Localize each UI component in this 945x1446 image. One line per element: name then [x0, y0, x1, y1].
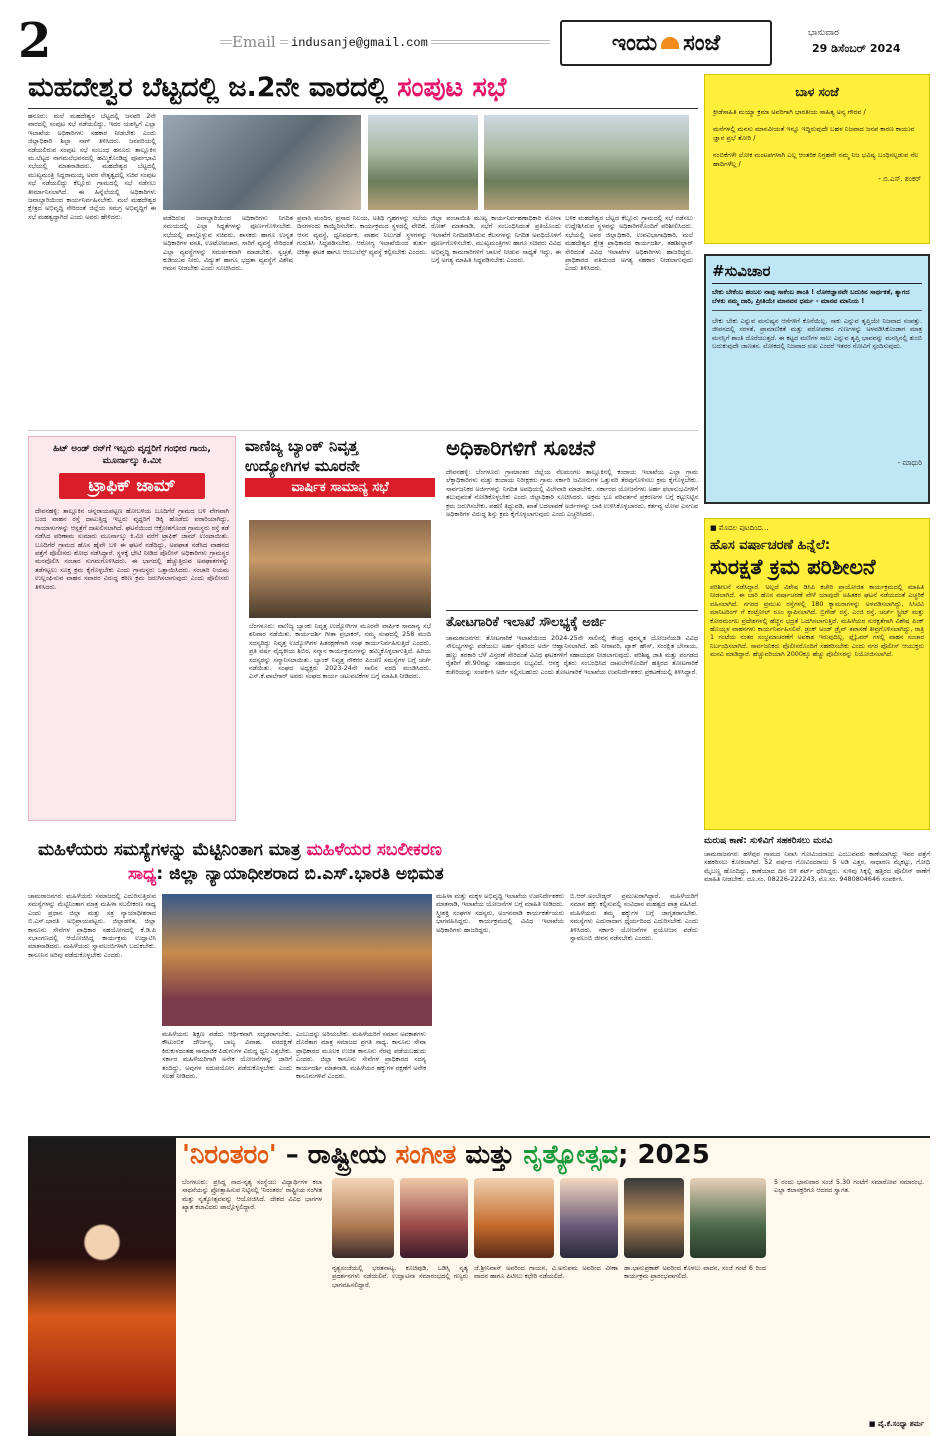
lead-col-5: ಬಳಿಕ ಮಹದೇಶ್ವರ ಬೆಟ್ಟದ ಕೆಲ್ಲೂರು ಗ್ರಾಮದಲ್ಲಿ ಸಭೆ ನಡೆಸಲು ಉದ್ದೇಶಿಸಿರುವ ಸ್ಥಳವನ್ನು ಅಧಿಕಾರಿಗಳೊಂದಿಗೆ ಪರಿಶೀಲಿಸಿದರು. ಸಭೆಯಲ್ಲಿ ಅಪರ ಜಿಲ್ಲಾಧಿಕಾರಿ, ಉಪವಿಭಾಗಾಧಿಕಾರಿ, ಮಲೆ ಮಹದೇಶ್ವರ ಕ್ಷೇತ್ರ ಪ್ರಾಧಿಕಾರದ ಕಾರ್ಯದರ್ಶಿ, ತಹಶೀಲ್ದಾರ್ ಸೇರಿದಂತೆ ವಿವಿಧ ಇಲಾಖೆಗಳ ಅಧಿಕಾರಿಗಳು ಹಾಜರಿದ್ದರು. ಪ್ರಾಧಿಕಾರದ ವತಿಯಿಂದ ಅಗತ್ಯ ಸಹಕಾರ ನೀಡಲಾಗುವುದು ಎಂದು ತಿಳಿಸಿದರು.	[565, 214, 693, 273]
poem-line-2: ಮನೆಗಳಲ್ಲಿ ಮನಸು ಮಾನವೀಯತೆ ಇನ್ನೂ ಇದ್ದಿರುವುದೇ ಬಹಳ ನಿಜವಾದ ಜನಪ ಕಾರಣ ಕಾಯುವ ಜ್ಞಾನ ಪ್ರಭೆ ತೋರಿ /	[713, 125, 915, 142]
site-visit-photo-1	[368, 115, 478, 210]
email-label: Email	[232, 33, 280, 51]
women-headline-line-1	[28, 838, 698, 862]
lead-col-3: ಪ್ರವಾಸಿ ಮಂದಿರ, ಪ್ರಸಾದ ನಿಲಯ, ಅತಿಥಿ ಗೃಹಗಳನ್ನು ಸಭೆಯ ದಿನಗಳಂದು ಕಾಯ್ದಿರಿಸಬೇಕು. ಕಾರ್ಯಕ್ರಮದ ಸ್ಥಳದಲ್ಲಿ ವೇದಿಕೆ, ಆಸನ ವ್ಯವಸ್ಥೆ, ಧ್ವನಿವರ್ಧಕ, ವಾಹನ ನಿಲುಗಡೆ ಸ್ಥಳಗಳನ್ನು ಗುರುತಿಸಿ ಸಿದ್ಧಪಡಿಸಬೇಕು. ಆರೋಗ್ಯ ಇಲಾಖೆಯಿಂದ ತುರ್ತು ಚಿಕಿತ್ಸಾ ಘಟಕ ಹಾಗೂ ಆಂಬುಲೆನ್ಸ್ ವ್ಯವಸ್ಥೆ ಕಲ್ಪಿಸಬೇಕು ಎಂದರು.	[297, 214, 427, 256]
new-year-headline-2: ಸುರಕ್ಷತೆ ಕ್ರಮ ಪರಿಶೀಲನೆ	[710, 555, 876, 579]
lead-col-1: ಹನೂರು: ಮಲೆ ಮಹದೇಶ್ವರ ಬೆಟ್ಟದಲ್ಲಿ ಜನವರಿ 2ನೇ ವಾರದಲ್ಲಿ ಸಂಪುಟ ಸಭೆ ನಡೆಯಲಿದ್ದು, ಇದರ ಯಶಸ್ವಿಗೆ ಎಲ್ಲಾ ಇಲಾಖೆಯ ಅಧಿಕಾರಿಗಳು ಸಹಕಾರ ನೀಡಬೇಕು ಎಂದು ಜಿಲ್ಲಾಧಿಕಾರಿ ಶಿಲ್ಪಾ ನಾಗ್ ತಿಳಿಸಿದರು. ಜನವರಿಯಲ್ಲಿ ನಡೆಯಲಿರುವ ಸಂಪುಟ ಸಭೆ ಸಂಬಂಧ ಹನೂರು ತಾಲ್ಲೂಕಿನ ಮ.ಬೆಟ್ಟದ ನಾಗಮಲೆಭವನದಲ್ಲಿ ಹಮ್ಮಿಕೊಂಡಿದ್ದ ಪೂರ್ವಭಾವಿ ಸಭೆಯಲ್ಲಿ ಮಾತನಾಡಿದರು. ಮಹದೇಶ್ವರ ಬೆಟ್ಟದಲ್ಲಿ ಮುಖ್ಯಮಂತ್ರಿ ಸಿದ್ದರಾಮಯ್ಯ ಅವರ ನೇತೃತ್ವದಲ್ಲಿ ಸಚಿವ ಸಂಪುಟ ಸಭೆ ನಡೆಯಲಿದ್ದು ಕೆಲ್ಲೂರು ಗ್ರಾಮದಲ್ಲಿ ಸಭೆ ನಡೆಸಲು ತೀರ್ಮಾನಿಸಲಾಗಿದೆ. ಈ ಹಿನ್ನೆಲೆಯಲ್ಲಿ ಅಧಿಕಾರಿಗಳು ಜವಾಬ್ದಾರಿಯಿಂದ ಕಾರ್ಯನಿರ್ವಹಿಸಬೇಕು. ಮಲೆ ಮಹದೇಶ್ವರ ಕ್ಷೇತ್ರದ ಅಭಿವೃದ್ಧಿ ಸೇರಿದಂತೆ ಜಿಲ್ಲೆಯ ಸಮಗ್ರ ಅಭಿವೃದ್ಧಿಗೆ ಈ ಸಭೆ ಮಹತ್ವದ್ದಾಗಿದೆ ಎಂದು ಅವರು ಹೇಳಿದರು.	[28, 112, 156, 221]
page-number: 2	[18, 13, 52, 69]
newspaper-logo	[560, 20, 772, 66]
new-year-headline-1: ಹೊಸ ವರ್ಷಾಚರಣೆ ಹಿನ್ನೆಲೆ:	[710, 538, 831, 553]
women-event-photo	[162, 894, 432, 1026]
women-headline-highlight-2: ಸಾಧ್ಯ	[128, 864, 157, 884]
concert-title-3: ಸಂಗೀತ	[395, 1140, 457, 1170]
bank-headline-1: ವಾಣಿಜ್ಯ ಬ್ಯಾಂಕ್ ನಿವೃತ್ತ	[245, 437, 358, 455]
lead-headline-highlight: ಸಂಪುಟ ಸಭೆ	[397, 72, 507, 103]
concert-col-1: ಬೆಂಗಳೂರು: ಪ್ರಸಿದ್ಧ ನಾದ-ನೃತ್ಯ ಸಂಸ್ಥೆಯು ವಿದ್ಯಾರ್ಥಿಗಳ ಕಲಾ ಸಾಧನೆಯನ್ನು ಪ್ರೋತ್ಸಾಹಿಸುವ ನಿಟ್ಟಿನಲ್ಲಿ 'ನಿರಂತರಂ' ರಾಷ್ಟ್ರೀಯ ಸಂಗೀತ ಮತ್ತು ನೃತ್ಯೋತ್ಸವವನ್ನು ಆಯೋಜಿಸಿದೆ. ದೇಶದ ವಿವಿಧ ಭಾಗಗಳ ಖ್ಯಾತ ಕಲಾವಿದರು ಪಾಲ್ಗೊಳ್ಳಲಿದ್ದಾರೆ.	[182, 1178, 322, 1212]
suvichara-box	[704, 254, 930, 504]
poem-author: - ಬಿ.ಎಸ್. ಶಂಕರ್	[878, 175, 921, 183]
bank-headline-band: ವಾರ್ಷಿಕ ಸಾಮಾನ್ಯ ಸಭೆ	[245, 478, 435, 497]
concert-title-2: – ರಾಷ್ಟ್ರೀಯ	[276, 1140, 396, 1170]
concert-col-5: 5 ರಂದು ಭಾನುವಾರ ಸಂಜೆ 5.30 ಗಂಟೆಗೆ ಸಮಾರೋಪ ಸಮಾರಂಭ. ಎಲ್ಲಾ ಕಲಾಸಕ್ತರಿಗೂ ಆದರದ ಸ್ವಾಗತ.	[774, 1178, 924, 1195]
women-col-5: ಬಿ.ಆರ್.ಅಂಬೇಡ್ಕರ್ ಪ್ರಮುಖರಾಗಿದ್ದಾರೆ. ಮಹಿಳೆಯರಿಗೆ ಸಮಾನ ಹಕ್ಕು ಕಲ್ಪಿಸುವಲ್ಲಿ ಸಂವಿಧಾನ ಮಹತ್ವದ ಪಾತ್ರ ವಹಿಸಿದೆ. ಮಹಿಳೆಯರು ತಮ್ಮ ಹಕ್ಕುಗಳ ಬಗ್ಗೆ ಜಾಗೃತರಾಗಬೇಕು. ಸಮಸ್ಯೆಗಳು ಎದುರಾದಾಗ ಧೈರ್ಯದಿಂದ ಎದುರಿಸಬೇಕು ಎಂದು ತಿಳಿಸಿದರು. ಸರ್ಕಾರಿ ಯೋಜನೆಗಳ ಪ್ರಯೋಜನ ಪಡೆದು ಸ್ವಾವಲಂಬಿ ಜೀವನ ನಡೆಸಬೇಕು ಎಂದರು.	[570, 892, 698, 943]
suvichara-author: - ಮಾಧುರಿ	[897, 459, 922, 467]
artist-photo-4	[560, 1178, 618, 1258]
hit-and-run-body: ದೇವನಹಳ್ಳಿ: ತಾಲ್ಲೂಕಿನ ಚನ್ನರಾಯಪಟ್ಟಣ ಹೋಬಳಿಯ ಬೂದಿಗೆರೆ ಗ್ರಾಮದ ಬಳಿ ವೇಗವಾಗಿ ಬಂದ ವಾಹನ ರಸ್ತೆ ದಾಟುತ್ತಿದ್ದ ಇಬ್ಬರು ವೃದ್ದರಿಗೆ ಡಿಕ್ಕಿ ಹೊಡೆದು ಪರಾರಿಯಾಗಿದ್ದು, ಗಾಯಾಳುಗಳನ್ನು ಆಸ್ಪತ್ರೆಗೆ ದಾಖಲಿಸಲಾಗಿದೆ. ಘಟನೆಯಿಂದ ಆಕ್ರೋಶಗೊಂಡ ಗ್ರಾಮಸ್ಥರು ರಸ್ತೆ ತಡೆ ನಡೆಸಿದ ಪರಿಣಾಮ ಸುಮಾರು ಮೂರ್ನಾಲ್ಕು ಕಿ.ಮೀ ವರೆಗೆ ಟ್ರಾಫಿಕ್ ಜಾಮ್ ಉಂಟಾಯಿತು. ಬೂದಿಗೆರೆ ಗ್ರಾಮದ ಹೊಸ ಹೈವೇ ಬಳಿ ಈ ಘಟನೆ ನಡೆದಿದ್ದು, ಅಪಘಾತ ನಡೆಸಿದ ವಾಹನದ ಪತ್ತೆಗೆ ಪೊಲೀಸರು ಶೋಧ ನಡೆಸಿದ್ದಾರೆ. ಸ್ಥಳಕ್ಕೆ ಭೇಟಿ ನೀಡಿದ ಪೊಲೀಸ್ ಅಧಿಕಾರಿಗಳು ಗ್ರಾಮಸ್ಥರ ಮನವೊಲಿಸಿ ಸಂಚಾರ ಸುಗಮಗೊಳಿಸಿದರು. ಈ ಭಾಗದಲ್ಲಿ ಹೆಚ್ಚುತ್ತಿರುವ ಅಪಘಾತಗಳನ್ನು ತಡೆಗಟ್ಟಲು ಸೂಕ್ತ ಕ್ರಮ ಕೈಗೊಳ್ಳಬೇಕು ಎಂದು ಗ್ರಾಮಸ್ಥರು ಒತ್ತಾಯಿಸಿದರು. ಸಂಚಾರಿ ನಿಯಮ ಉಲ್ಲಂಘಿಸುವ ವಾಹನ ಸವಾರರ ವಿರುದ್ಧ ಕಠಿಣ ಕ್ರಮ ಜರುಗಿಸಲಾಗುವುದು ಎಂದು ಪೊಲೀಸರು ತಿಳಿಸಿದರು.	[35, 507, 229, 591]
concert-author: ■ ವೈ.ಕೆ.ಸಂಧ್ಯಾ ಶರ್ಮ	[868, 1420, 924, 1428]
brand-right: ಸಂಜೆ	[683, 30, 721, 56]
divider	[28, 430, 698, 431]
poem-line-3: ನಂಬಿಕೆಗಳೇ ಲೋಕ ಮಂಟಪಗಳಾಗಿ ಎಲ್ಲ ಆಂತರಿಕ ನಿಗ್ರಹವೇ ನಮ್ಮ ನಿಜ ಭವಿಷ್ಯ ಬಂಧಿಸಲ್ಪಡುವ ನೆಲ ಹಾದಿಗಳೆಲ್ಲ /	[713, 151, 919, 168]
missing-body: ಚಾಮರಾಜನಗರ: ಹಳೆಪುರ ಗ್ರಾಮದ ನಿವಾಸಿ ಗೋವಿಂದರಾಜು ಎಂಬುವವರು ಕಾಣೆಯಾಗಿದ್ದು ಇವರ ಪತ್ತೆಗೆ ಸಹಕರಿಸಲು ಕೋರಲಾಗಿದೆ. 52 ವರ್ಷದ ಗೋವಿಂದರಾಜು 5 ಅಡಿ ಎತ್ತರ, ಸಾಧಾರಣ ಮೈಕಟ್ಟು, ಗೋಧಿ ಮೈಬಣ್ಣ ಹೊಂದಿದ್ದು, ಕಾಣೆಯಾದ ದಿನ ಬಿಳಿ ಶರ್ಟ್ ಧರಿಸಿದ್ದರು. ಸುಳಿವು ಸಿಕ್ಕಲ್ಲಿ ಹತ್ತಿರದ ಪೊಲೀಸ್ ಠಾಣೆಗೆ ಮಾಹಿತಿ ನೀಡಬೇಕು. ದೂ.ಸಂ. 08226-222243, ಮೊ.ಸಂ. 9480804646 ಸಂಪರ್ಕಿಸಿ.	[704, 850, 930, 884]
missing-headline: ಮರುಷ ಕಾಣೆ: ಸುಳಿವಿಗೆ ಸಹಕರಿಸಲು ಮನವಿ	[704, 836, 833, 846]
concert-title-1: 'ನಿರಂತರಂ'	[182, 1140, 277, 1170]
new-year-kicker: ■ ಮೊದಲ ಪುಟದಿಂದ...	[710, 524, 769, 532]
artist-photo-2	[400, 1178, 468, 1258]
women-col-3: ಎಂಬುದನ್ನು ಅರಿಯಬೇಕು. ಮಹಿಳೆಯರಿಗೆ ಸಮಾನ ಅವಕಾಶಗಳು ದೊರೆತಾಗ ಮಾತ್ರ ಸಮಾಜದ ಪ್ರಗತಿ ಸಾಧ್ಯ. ಕಾನೂನು ಸೇವಾ ಪ್ರಾಧಿಕಾರದ ಮೂಲಕ ಉಚಿತ ಕಾನೂನು ನೆರವು ಪಡೆಯಬಹುದು ಎಂದರು. ಜಿಲ್ಲಾ ಕಾನೂನು ಸೇವೆಗಳ ಪ್ರಾಧಿಕಾರದ ಸದಸ್ಯ ಕಾರ್ಯದರ್ಶಿ ಮಾತನಾಡಿ, ಮಹಿಳೆಯರ ಹಕ್ಕುಗಳ ರಕ್ಷಣೆಗೆ ಅನೇಕ ಕಾನೂನುಗಳಿವೆ ಎಂದರು.	[296, 1030, 426, 1081]
brand-left: ಇಂದು	[611, 30, 658, 56]
concert-title-5: ನೃತ್ಯೋತ್ಸವ	[523, 1140, 619, 1170]
sun-icon	[661, 37, 679, 49]
suvichara-quote: ಬೇಕು ಬೇಕೆಂಬ ಹಂಬಲ ನಾವು ಸಾಕೆಂಬ ಶಾಂತಿ ! ಲೋಕಜ್ಞಾನವೇ ಬದುಕಿನ ಸಾರ್ಥಕತೆ, ತ್ಯಾಗದ ಬೆಳಕು ನಮ್ಮ ದಾರಿ, ಪ್ರೀತಿಯೇ ಮಾನವನ ಧರ್ಮ - ಮಾನವ ಮಾನಿಯ !	[712, 288, 922, 311]
bank-meeting-headline	[245, 436, 435, 497]
bala-sanje-title: ಬಾಳ ಸಂಜೆ	[795, 85, 839, 99]
officers-notice-body: ದೇವನಹಳ್ಳಿ: ಬೆಂಗಳೂರು ಗ್ರಾಮಾಂತರ ಜಿಲ್ಲೆಯ ನೆಲಮಂಗಲ ತಾಲ್ಲೂಕಿನಲ್ಲಿ ಕಂದಾಯ ಇಲಾಖೆಯ ಎಲ್ಲಾ ಗ್ರಾಮ ಲೆಕ್ಕಾಧಿಕಾರಿಗಳು ಮತ್ತು ಕಂದಾಯ ನಿರೀಕ್ಷಕರು ಗ್ರಾಮ ಸರ್ಕಾರಿ ಜಮೀನುಗಳ ಒತ್ತುವರಿ ತೆರವುಗೊಳಿಸಲು ಕ್ರಮ ಕೈಗೊಳ್ಳಬೇಕು. ಸಾರ್ವಜನಿಕರ ಅರ್ಜಿಗಳನ್ನು ನಿಗದಿತ ಅವಧಿಯಲ್ಲಿ ವಿಲೇವಾರಿ ಮಾಡಬೇಕು. ಸರ್ಕಾರದ ಯೋಜನೆಗಳು ಅರ್ಹ ಫಲಾನುಭವಿಗಳಿಗೆ ತಲುಪುವಂತೆ ನೋಡಿಕೊಳ್ಳಬೇಕು ಎಂದು ಜಿಲ್ಲಾಧಿಕಾರಿ ಸೂಚಿಸಿದರು. ಅಕ್ರಮ ಭೂ ಪರಿವರ್ತನೆ ಪ್ರಕರಣಗಳ ಬಗ್ಗೆ ಕಟ್ಟುನಿಟ್ಟಿನ ಕ್ರಮ ಜರುಗಿಸಬೇಕು. ಪಹಣಿ ತಿದ್ದುಪಡಿ, ಖಾತೆ ಬದಲಾವಣೆ ಅರ್ಜಿಗಳನ್ನು ಬಾಕಿ ಉಳಿಸಿಕೊಳ್ಳಬಾರದು. ಕರ್ತವ್ಯ ಲೋಪ ಎಸಗುವ ಅಧಿಕಾರಿಗಳ ವಿರುದ್ಧ ಶಿಸ್ತು ಕ್ರಮ ಕೈಗೊಳ್ಳಲಾಗುವುದು ಎಂದು ಎಚ್ಚರಿಸಿದರು.	[446, 468, 698, 519]
horticulture-body: ಚಾಮರಾಜನಗರ: ತೋಟಗಾರಿಕೆ ಇಲಾಖೆಯಿಂದ 2024-25ನೇ ಸಾಲಿನಲ್ಲಿ ಕೇಂದ್ರ ಪುರಸ್ಕೃತ ಯೋಜನೆಯಡಿ ವಿವಿಧ ಸೌಲಭ್ಯಗಳನ್ನು ಪಡೆಯಲು ಅರ್ಹ ರೈತರಿಂದ ಅರ್ಜಿ ಆಹ್ವಾನಿಸಲಾಗಿದೆ. ಹನಿ ನೀರಾವರಿ, ಪ್ಯಾಕ್ ಹೌಸ್, ಸಂರಕ್ಷಿತ ಬೇಸಾಯ, ಹಣ್ಣು ತರಕಾರಿ ಬೆಳೆ ವಿಸ್ತರಣೆ ಸೇರಿದಂತೆ ವಿವಿಧ ಘಟಕಗಳಿಗೆ ಸಹಾಯಧನ ನೀಡಲಾಗುವುದು. ಪರಿಶಿಷ್ಟ ಜಾತಿ ಮತ್ತು ಪಂಗಡದ ರೈತರಿಗೆ ಶೇ.90ರಷ್ಟು ಸಹಾಯಧನ ಲಭ್ಯವಿದೆ. ಆಸಕ್ತ ರೈತರು ಸಂಬಂಧಿಸಿದ ದಾಖಲೆಗಳೊಂದಿಗೆ ಹತ್ತಿರದ ತೋಟಗಾರಿಕೆ ಕಚೇರಿಯನ್ನು ಸಂಪರ್ಕಿಸಿ ಅರ್ಜಿ ಸಲ್ಲಿಸಬಹುದು ಎಂದು ತೋಟಗಾರಿಕೆ ಇಲಾಖೆಯ ಉಪನಿರ್ದೇಶಕರು ಪ್ರಕಟಣೆಯಲ್ಲಿ ತಿಳಿಸಿದ್ದಾರೆ.	[446, 634, 698, 676]
women-col-4: ಮಹಿಳಾ ಮತ್ತು ಮಕ್ಕಳ ಅಭಿವೃದ್ಧಿ ಇಲಾಖೆಯ ಉಪನಿರ್ದೇಶಕರು ಮಾತನಾಡಿ, ಇಲಾಖೆಯ ಯೋಜನೆಗಳ ಬಗ್ಗೆ ಮಾಹಿತಿ ನೀಡಿದರು. ಸ್ತ್ರೀಶಕ್ತಿ ಸಂಘಗಳ ಸದಸ್ಯರು, ಅಂಗನವಾಡಿ ಕಾರ್ಯಕರ್ತೆಯರು ಭಾಗವಹಿಸಿದ್ದರು. ಕಾರ್ಯಕ್ರಮದಲ್ಲಿ ವಿವಿಧ ಇಲಾಖೆಯ ಅಧಿಕಾರಿಗಳು ಹಾಜರಿದ್ದರು.	[436, 892, 564, 934]
hit-and-run-kicker: ಹಿಟ್ ಅಂಡ್ ರನ್‌ಗೆ ಇಬ್ಬರು ವೃದ್ದರಿಗೆ ಗಂಭೀರ ಗಾಯ, ಮೂರ್ನಾಲ್ಕು ಕಿ.ಮೀ	[53, 444, 211, 466]
lead-headline	[28, 70, 690, 106]
women-col-2: ಮಹಿಳೆಯರು ಶಿಕ್ಷಣ ಪಡೆದು ಆರ್ಥಿಕವಾಗಿ ಸದೃಢರಾಗಬೇಕು. ಕೌಟುಂಬಿಕ ದೌರ್ಜನ್ಯ, ಬಾಲ್ಯ ವಿವಾಹ, ವರದಕ್ಷಿಣೆ ಕಿರುಕುಳದಂತಹ ಸಾಮಾಜಿಕ ಪಿಡುಗುಗಳ ವಿರುದ್ಧ ಧ್ವನಿ ಎತ್ತಬೇಕು. ಸರ್ಕಾರ ಮಹಿಳೆಯರಿಗಾಗಿ ಅನೇಕ ಯೋಜನೆಗಳನ್ನು ಜಾರಿಗೆ ತಂದಿದ್ದು, ಅವುಗಳ ಸದುಪಯೋಗ ಪಡೆದುಕೊಳ್ಳಬೇಕು ಎಂದು ಸಲಹೆ ನೀಡಿದರು.	[162, 1030, 292, 1081]
bank-meeting-photo	[249, 520, 431, 618]
concert-col-3: ಜೆ.ಶ್ರೀನಿವಾಸ್ ಅವರಿಂದ ಗಾಯನ, ವಿ.ಅನುಪಮ ಅವರಿಂದ ವೀಣಾ ವಾದನ ಹಾಗೂ ಪಿಟೀಲು ಕಛೇರಿ ನಡೆಯಲಿದೆ.	[474, 1264, 618, 1281]
issue-date: 29 ಡಿಸೆಂಬರ್ 2024	[812, 42, 901, 55]
hit-and-run-box	[28, 436, 236, 821]
artist-photo-1	[332, 1178, 394, 1258]
women-headline	[28, 838, 698, 886]
concert-title-6: ; 2025	[618, 1140, 710, 1170]
concert-col-2: ನೃತ್ಯಸಂಜೆಯಲ್ಲಿ ಭರತನಾಟ್ಯ, ಕೂಚಿಪುಡಿ, ಒಡಿಸ್ಸಿ ನೃತ್ಯ ಪ್ರದರ್ಶನಗಳು ನಡೆಯಲಿವೆ. ಉದ್ಘಾಟನಾ ಸಮಾರಂಭದಲ್ಲಿ ಗಣ್ಯರು ಭಾಗವಹಿಸಲಿದ್ದಾರೆ.	[332, 1264, 468, 1289]
artist-photo-3	[474, 1178, 554, 1258]
lead-headline-text: ಮಹದೇಶ್ವರ ಬೆಟ್ಟದಲ್ಲಿ ಜ.2ನೇ ವಾರದಲ್ಲಿ	[28, 72, 398, 103]
officers-notice-headline: ಅಧಿಕಾರಿಗಳಿಗೆ ಸೂಚನೆ	[446, 436, 596, 460]
issue-day: ಭಾನುವಾರ	[808, 28, 839, 38]
artist-photo-5	[624, 1178, 684, 1258]
dancer-photo	[28, 1138, 176, 1436]
artist-photo-6	[690, 1178, 766, 1258]
poem-line-1: ಕ್ರೀಡೆಸಾಹಿತಿ ಮಯ್ಯಾ ಕ್ರಮಾ ಅವರಿಗಾಗಿ ಭಾರತೀಯ ಸಾಹಿತ್ಯ ಅನ್ಯ ಗೌರವ /	[713, 108, 866, 116]
suvichara-body: ಬೇಕು ಬೇಕು ಎನ್ನುವ ಮನುಷ್ಯನ ಆಸೆಗಳಿಗೆ ಕೊನೆಯಿಲ್ಲ. ಸಾಕು ಎನ್ನುವ ತೃಪ್ತಿಯೇ ನಿಜವಾದ ಸಂಪತ್ತು. ಜೀವನದಲ್ಲಿ ಸರಳತೆ, ಪ್ರಾಮಾಣಿಕತೆ ಮತ್ತು ಪರೋಪಕಾರ ಗುಣಗಳನ್ನು ಅಳವಡಿಸಿಕೊಂಡಾಗ ಮಾತ್ರ ಮನಸ್ಸಿಗೆ ಶಾಂತಿ ದೊರೆಯುತ್ತದೆ. ಈ ಕಟ್ಟದ ಮಣಿಗಳ ಸಾಲು ಎನ್ನುವ ತೃಪ್ತಿ ಭಾವವನ್ನು ಮನಸ್ಸಿನಲ್ಲಿ ತುಂಬಿ ಬದುಕುವುದೇ ಜಾಣತನ. ಲೋಕದಲ್ಲಿ ನಿಜವಾದ ಸುಖ ಎಂದರೆ ಇತರರ ನೋವಿಗೆ ಸ್ಪಂದಿಸುವುದು.	[712, 317, 922, 351]
new-year-body: ಪರಿಶೀಲನೆ ನಡೆಸಿದ್ದಾರೆ. ಅಲ್ಲದೆ ವಿಶೇಷ ಡಿಸಿಪಿ ಕಚೇರಿ ಪ್ರಾಯೋಜಿತ ಕಾರ್ಯಕ್ರಮದಲ್ಲಿ ಮಾಹಿತಿ ನೀಡಲಾಗಿದೆ. ಈ ಬಾರಿ ಹೊಸ ವರ್ಷಾಚರಣೆ ವೇಳೆ ಯಾವುದೇ ಅಹಿತಕರ ಘಟನೆ ನಡೆಯದಂತೆ ಎಚ್ಚರಿಕೆ ವಹಿಸಲಾಗಿದೆ. ನಗರದ ಪ್ರಮುಖ ರಸ್ತೆಗಳಲ್ಲಿ 180 ಕ್ಯಾಮರಾಗಳನ್ನು ಅಳವಡಿಸಲಾಗಿದ್ದು, ಸಿಸಿಟಿವಿ ಮಾನಿಟರಿಂಗ್ ಗೆ ಕಂಟ್ರೋಲ್ ರೂಂ ಸ್ಥಾಪಿಸಲಾಗಿದೆ. ಬ್ರಿಗೇಡ್ ರಸ್ತೆ, ಎಂಜಿ ರಸ್ತೆ, ಚರ್ಚ್ ಸ್ಟ್ರೀಟ್ ಮತ್ತು ಕೋರಮಂಗಲ ಪ್ರದೇಶಗಳಲ್ಲಿ ಹೆಚ್ಚಿನ ಭದ್ರತೆ ಒದಗಿಸಲಾಗುತ್ತಿದೆ. ಮಹಿಳೆಯರ ಸುರಕ್ಷತೆಗಾಗಿ ವಿಶೇಷ ಪಿಂಕ್ ಹೊಯ್ಸಳ ವಾಹನಗಳು ಕಾರ್ಯನಿರ್ವಹಿಸಲಿವೆ. ಡ್ರಂಕ್ ಅಂಡ್ ಡ್ರೈವ್ ತಪಾಸಣೆ ತೀವ್ರಗೊಳಿಸಲಾಗಿದ್ದು, ರಾತ್ರಿ 1 ಗಂಟೆಯ ನಂತರ ಸಂಭ್ರಮಾಚರಣೆಗೆ ಅವಕಾಶ ಇರುವುದಿಲ್ಲ. ಫ್ಲೈಓವರ್ ಗಳಲ್ಲಿ ವಾಹನ ಸಂಚಾರ ನಿರ್ಬಂಧಿಸಲಾಗಿದೆ. ಸಾರ್ವಜನಿಕರು ಪೊಲೀಸರೊಂದಿಗೆ ಸಹಕರಿಸಬೇಕು ಎಂದು ನಗರ ಪೊಲೀಸ್ ಆಯುಕ್ತರು ಮನವಿ ಮಾಡಿದ್ದಾರೆ. ಹೆಚ್ಚುವರಿಯಾಗಿ 2000ಕ್ಕೂ ಹೆಚ್ಚು ಪೊಲೀಸರನ್ನು ನಿಯೋಜಿಸಲಾಗಿದೆ.	[710, 583, 924, 659]
divider	[446, 610, 698, 611]
site-visit-photo-2	[484, 115, 689, 210]
concert-headline	[182, 1140, 922, 1171]
meeting-photo	[163, 115, 361, 210]
concert-title-4: ಮತ್ತು	[456, 1140, 524, 1170]
hit-and-run-headline: ಟ್ರಾಫಿಕ್ ಜಾಮ್	[59, 473, 205, 499]
suvichara-title: #ಸುವಿಚಾರ	[712, 262, 922, 284]
women-headline-line-2	[28, 862, 698, 886]
concert-col-4: ಡಾ.ಭಾನುಪ್ರಕಾಶ್ ಅವರಿಂದ ಕೊಳಲು ವಾದನ, ಸಂಜೆ ಗಂಟೆ 6 ರಿಂದ ಕಾರ್ಯಕ್ರಮ ಪ್ರಾರಂಭವಾಗಲಿದೆ.	[624, 1264, 766, 1281]
horticulture-headline: ತೋಟಗಾರಿಕೆ ಇಲಾಖೆ ಸೌಲಭ್ಯಕ್ಕೆ ಅರ್ಜಿ	[446, 615, 607, 630]
bank-meeting-body: ಬೆಂಗಳೂರು: ವಾಣಿಜ್ಯ ಬ್ಯಾಂಕು ನಿವೃತ್ತ ಉದ್ಯೋಗಿಗಳ ಮೂರನೇ ವಾರ್ಷಿಕ ಸಾಮಾನ್ಯ ಸಭೆ ಶನಿವಾರ ನಡೆಯಿತು. ಕಾರ್ಯದರ್ಶಿ ಗೀತಾ ಪ್ರಭಾಕರ್, ನಮ್ಮ ಸಂಘದಲ್ಲಿ 258 ಮಂದಿ ಸದಸ್ಯರಿದ್ದು ನಿವೃತ್ತ ಉದ್ಯೋಗಿಗಳ ಹಿತರಕ್ಷಣೆಗಾಗಿ ಸಂಘ ಕಾರ್ಯನಿರ್ವಹಿಸುತ್ತಿದೆ ಎಂದರು. ಪ್ರತಿ ವರ್ಷ ವೈದ್ಯಕೀಯ ಶಿಬಿರ, ಸನ್ಮಾನ ಕಾರ್ಯಕ್ರಮಗಳನ್ನು ಹಮ್ಮಿಕೊಳ್ಳಲಾಗುತ್ತಿದೆ. ಹಿರಿಯ ಸದಸ್ಯರನ್ನು ಸನ್ಮಾನಿಸಲಾಯಿತು. ಬ್ಯಾಂಕ್ ನಿವೃತ್ತ ನೌಕರರ ಪಿಂಚಣಿ ಸಮಸ್ಯೆಗಳ ಬಗ್ಗೆ ಚರ್ಚೆ ನಡೆಯಿತು. ಸಂಘದ ಅಧ್ಯಕ್ಷರು 2023-24ನೇ ಸಾಲಿನ ವರದಿ ಮಂಡಿಸಿದರು. ಎಸ್.ಕೆ.ವಾಲೆಗಾರ್ ಅವರು ಸಂಘದ ಕಾರ್ಯ ಚಟುವಟಿಕೆಗಳ ಬಗ್ಗೆ ಮಾಹಿತಿ ನೀಡಿದರು.	[249, 622, 431, 681]
lead-col-2: ಪಡೆದಿರುವ ಜವಾಬ್ದಾರಿಯಿಂದ ಅಧಿಕಾರಿಗಳು ನಿಗದಿತ ಸಮಯದಲ್ಲಿ ಎಲ್ಲಾ ಸಿದ್ಧತೆಗಳನ್ನು ಪೂರ್ಣಗೊಳಿಸಬೇಕು. ಸಭೆಯಲ್ಲಿ ಪಾಲ್ಗೊಳ್ಳುವ ಸಚಿವರು, ಶಾಸಕರು ಹಾಗೂ ಉನ್ನತ ಅಧಿಕಾರಿಗಳ ವಸತಿ, ಊಟೋಪಚಾರ, ಸಾರಿಗೆ ವ್ಯವಸ್ಥೆ ಸೇರಿದಂತೆ ಎಲ್ಲಾ ವ್ಯವಸ್ಥೆಗಳನ್ನು ಸಮರ್ಪಕವಾಗಿ ಮಾಡಬೇಕು. ಸ್ವಚ್ಛತೆ, ಕುಡಿಯುವ ನೀರು, ವಿದ್ಯುತ್ ಹಾಗೂ ಭದ್ರತಾ ವ್ಯವಸ್ಥೆಗೆ ವಿಶೇಷ ಗಮನ ನೀಡಬೇಕು ಎಂದು ಸೂಚಿಸಿದರು.	[163, 214, 293, 273]
new-year-box	[704, 518, 930, 830]
divider	[28, 108, 698, 109]
email-address[interactable]: indusanje@gmail.com	[288, 36, 431, 50]
bank-headline-2: ಉದ್ಯೋಗಿಗಳ ಮೂರನೇ	[245, 457, 360, 475]
women-headline-highlight: ಮಹಿಳೆಯರ ಸಬಲೀಕರಣ	[306, 840, 442, 860]
women-headline-text-2: : ಜಿಲ್ಲಾ ನ್ಯಾಯಾಧೀಶರಾದ ಬಿ.ಎಸ್.ಭಾರತಿ ಅಭಿಮತ	[156, 864, 444, 884]
women-col-1: ಚಾಮರಾಜನಗರ: ಮಹಿಳೆಯರು ಸಮಾಜದಲ್ಲಿ ಎದುರಿಸುತ್ತಿರುವ ಸಮಸ್ಯೆಗಳನ್ನು ಮೆಟ್ಟಿನಿಂತಾಗ ಮಾತ್ರ ಮಹಿಳಾ ಸಬಲೀಕರಣ ಸಾಧ್ಯ ಎಂದು ಪ್ರಧಾನ ಜಿಲ್ಲಾ ಮತ್ತು ಸತ್ರ ನ್ಯಾಯಾಧೀಶರಾದ ಬಿ.ಎಸ್.ಭಾರತಿ ಅಭಿಪ್ರಾಯಪಟ್ಟರು. ಜಿಲ್ಲಾಡಳಿತ, ಜಿಲ್ಲಾ ಕಾನೂನು ಸೇವೆಗಳ ಪ್ರಾಧಿಕಾರ ಸಹಯೋಗದಲ್ಲಿ ಕೆ.ಡಿ.ಪಿ ಸಭಾಂಗಣದಲ್ಲಿ ಆಯೋಜಿಸಿದ್ದ ಕಾರ್ಯಕ್ರಮ ಉದ್ಘಾಟಿಸಿ ಮಾತನಾಡಿದರು. ಮಹಿಳೆಯರು ಸ್ವಾವಲಂಬಿಗಳಾಗಿ ಬದುಕಬೇಕು. ಕಾನೂನಿನ ಅರಿವು ಪಡೆದುಕೊಳ್ಳಬೇಕು ಎಂದರು.	[28, 892, 156, 959]
bala-sanje-box	[704, 74, 930, 244]
lead-col-4: ಜಿಲ್ಲಾ ಪಂಚಾಯಿತಿ ಮುಖ್ಯ ಕಾರ್ಯನಿರ್ವಹಣಾಧಿಕಾರಿ ಮೋನಾ ರೋತ್ ಮಾತನಾಡಿ, ಸಭೆಗೆ ಸಂಬಂಧಿಸಿದಂತೆ ಪ್ರತಿಯೊಂದು ಇಲಾಖೆಗೆ ನಿಗದಿಪಡಿಸಿರುವ ಕೆಲಸಗಳನ್ನು ನಿಗದಿತ ಅವಧಿಯೊಳಗೆ ಪೂರ್ಣಗೊಳಿಸಬೇಕು. ಮುಖ್ಯಮಂತ್ರಿಗಳು ಹಾಗೂ ಸಚಿವರು ವಿವಿಧ ಅಭಿವೃದ್ಧಿ ಕಾಮಗಾರಿಗಳಿಗೆ ಚಾಲನೆ ನೀಡುವ ಸಾಧ್ಯತೆ ಇದ್ದು, ಈ ಬಗ್ಗೆ ಅಗತ್ಯ ಮಾಹಿತಿ ಸಿದ್ಧಪಡಿಸಬೇಕು ಎಂದರು.	[431, 214, 561, 265]
women-headline-text: ಮಹಿಳೆಯರು ಸಮಸ್ಯೆಗಳನ್ನು ಮೆಟ್ಟಿನಿಂತಾಗ ಮಾತ್ರ	[38, 840, 307, 860]
